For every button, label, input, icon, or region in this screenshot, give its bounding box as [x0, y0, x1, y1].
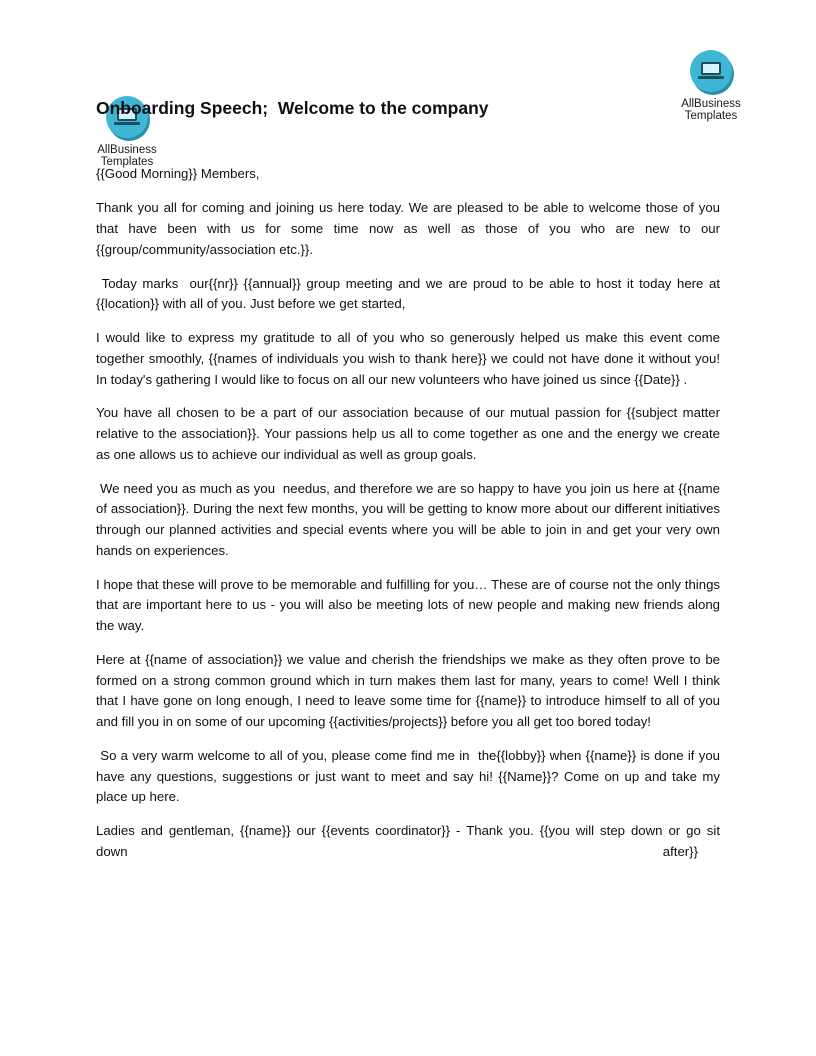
greeting: {{Good Morning}} Members,	[96, 166, 260, 181]
paragraph: So a very warm welcome to all of you, please come find me in the{{lobby}} when {{name}} is done if you have any questions, suggestions or just want to meet and say hi! {{Name}}? Come on up and take my place up here.	[96, 747, 724, 805]
closing-line: Ladies and gentleman, {{name}} our {{events coordinator}} - Thank you. {{you will step down or go sit	[96, 823, 720, 839]
logo-text: AllBusiness Templates	[681, 98, 741, 122]
paragraph: You have all chosen to be a part of our association because of our mutual passion for {{subject matter relative to the association}}. Your passions help us all to come together as one and the energy we create as one allows us to achieve our individual as well as group goals.	[96, 405, 724, 462]
closing-word: down	[96, 843, 128, 859]
paragraph: Thank you all for coming and joining us here today. We are pleased to be able to welcome those of you that have been with us for some time now as well as those of you who are new to our {{group/community/association etc.}}.	[96, 200, 724, 257]
logo-text: AllBusiness Templates	[97, 144, 157, 168]
company-logo	[676, 50, 746, 122]
speech-body	[96, 164, 724, 863]
paragraph: Here at {{name of association}} we value and cherish the friendships we make as they often prove to be formed on a strong common ground which in turn makes them last for many, years to come! Well I think that I have gone on long enough, I need to leave some time for {{name}} to introduce himself to all of you and fill you in on some of our upcoming {{activities/projects}} before you all get too bored today!	[96, 651, 724, 730]
closing-paragraph	[96, 821, 720, 862]
closing-word: after}}	[662, 843, 698, 859]
paragraph: We need you as much as you needus, and therefore we are so happy to have you join us here at {{name of association}}. During the next few months, you will be getting to know more about our different initiatives through our planned activities and special events where you will be able to join in and get your very own hands on experiences.	[96, 480, 724, 558]
paragraph: Today marks our{{nr}} {{annual}} group meeting and we are proud to be able to host it today here at {{location}} with all of you. Just before we get started,	[96, 275, 724, 312]
closing-line	[96, 842, 698, 863]
paragraph: I would like to express my gratitude to all of you who so generously helped us make this event come together smoothly, {{names of individuals you wish to thank here}} we could not have done it without you! In today's gathering I would like to focus on all our new volunteers who have joined us since {{Date}} .	[96, 330, 724, 387]
page-title: Onboarding Speech; Welcome to the company	[96, 98, 489, 118]
laptop-icon	[690, 50, 732, 92]
paragraph: I hope that these will prove to be memorable and fulfilling for you… These are of course not the only things that are important here to us - you will also be meeting lots of new people and making new friends along the way.	[96, 576, 724, 634]
